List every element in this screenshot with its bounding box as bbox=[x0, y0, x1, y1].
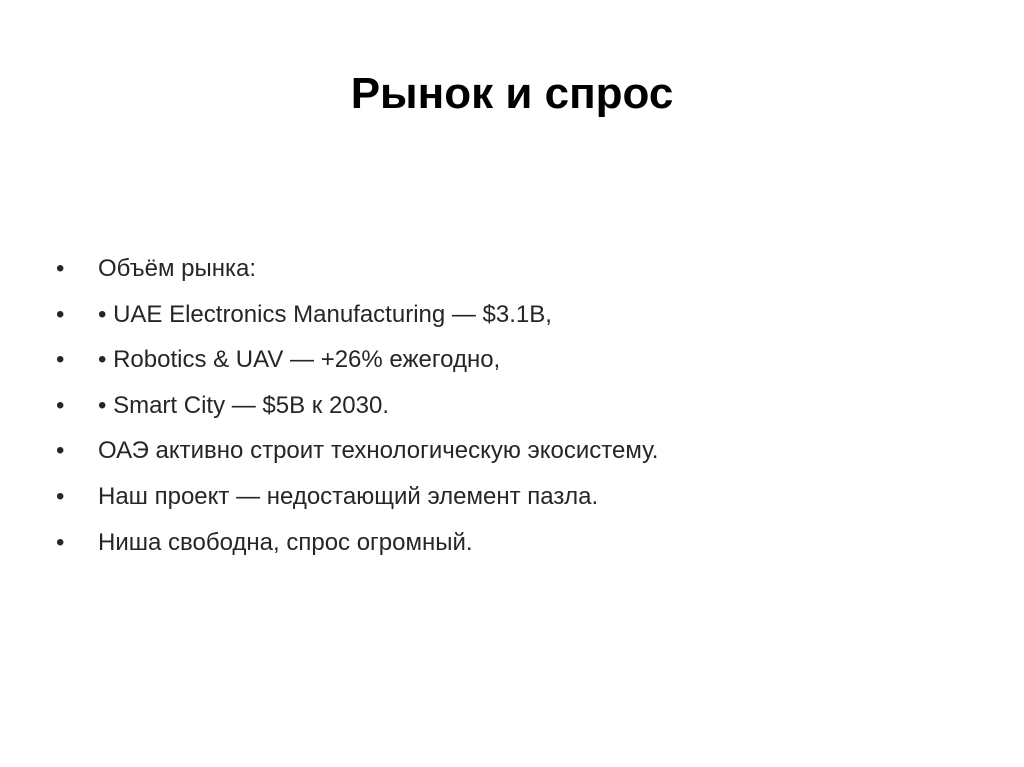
bullet-text: • UAE Electronics Manufacturing — $3.1B, bbox=[98, 300, 552, 328]
bullet-text: • Smart City — $5B к 2030. bbox=[98, 391, 390, 419]
bullet-item bbox=[56, 520, 986, 566]
bullet-item bbox=[56, 474, 986, 520]
bullet-icon: • bbox=[56, 346, 65, 374]
bullet-text: Ниша свободна, спрос огромный. bbox=[98, 528, 473, 556]
bullet-item bbox=[56, 337, 986, 383]
slide-title: Рынок и спрос bbox=[350, 69, 674, 118]
bullet-icon: • bbox=[56, 528, 65, 556]
bullet-text: ОАЭ активно строит технологическую экосистему. bbox=[98, 437, 659, 465]
bullet-text: Объём рынка: bbox=[98, 255, 257, 282]
bullet-text: Наш проект — недостающий элемент пазла. bbox=[98, 482, 599, 510]
bullet-icon: • bbox=[56, 300, 65, 328]
bullet-item bbox=[56, 428, 986, 474]
bullet-icon: • bbox=[56, 482, 65, 510]
bullet-item bbox=[56, 292, 986, 338]
bullet-item bbox=[56, 383, 986, 429]
bullet-icon: • bbox=[56, 255, 65, 282]
bullet-icon: • bbox=[56, 437, 65, 465]
bullet-icon: • bbox=[56, 391, 65, 419]
bullet-text: • Robotics & UAV — +26% ежегодно, bbox=[98, 346, 501, 374]
bullet-list bbox=[56, 246, 986, 565]
bullet-item bbox=[56, 246, 986, 292]
